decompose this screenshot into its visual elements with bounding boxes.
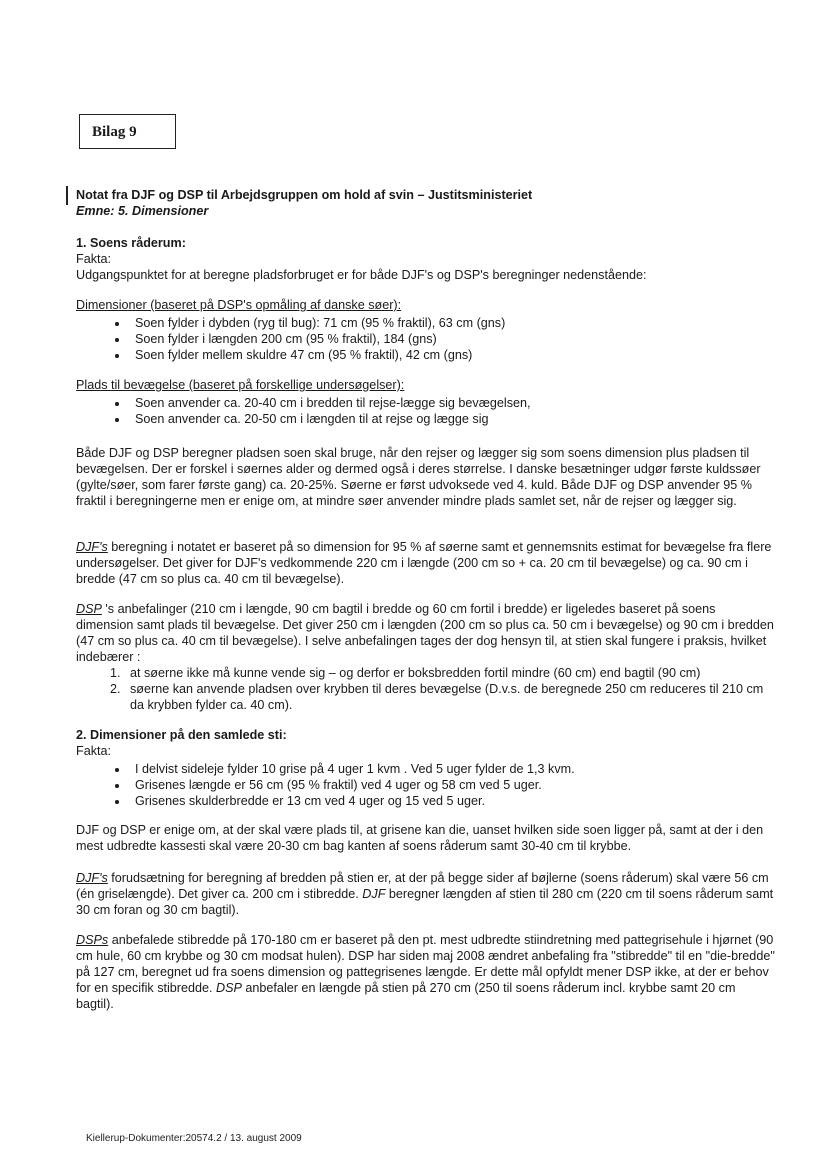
page-footer: Kiellerup-Dokumenter:20574.2 / 13. august 2009 [86, 1133, 302, 1144]
list-item: • I delvist sideleje fylder 10 grise på 4 uger 1 kvm . Ved 5 uger fylder de 1,3 kvm. [129, 761, 776, 777]
intro-text: Udgangspunktet for at beregne pladsforbruget er for både DJF's og DSP's beregninger nedenstående: [76, 268, 647, 282]
document-header [76, 187, 776, 219]
paragraph-text: 's anbefalinger (210 cm i længde, 90 cm bagtil i bredde og 60 cm fortil i bredde) er ligeledes baseret på soens dimension samt plads til bevægelse. Det giver 250 cm i længden (200 cm so plus ca. 50 cm i bevægelse) og 90 cm i bredden (47 cm so plus ca. 40 cm til bevægelse). I selve anbefalingen tages der dog hensyn til, at stien skal fungere i praksis, hvilket indebærer : [76, 602, 774, 664]
paragraph: Både DJF og DSP beregner pladsen soen skal bruge, når den rejser og lægger sig som soens dimension plus pladsen til bevægelsen. Der er forskel i søernes alder og dermed også i deres størrelse. I danske besætninger udgør første kuldssøer (gylte/søer, som farer første gang) ca. 20-25%. Søerne er først udvoksede ved 4. kuld. Både DJF og DSP anvender 95 % fraktil i beregningerne men er enige om, at mindre søer anvender mindre plads samlet set, når de rejser og lægger sig. [76, 446, 761, 508]
paragraph-text: anbefaler en længde på stien på 270 cm (250 til soens råderum incl. krybbe samt 20 cm bagtil). [76, 981, 736, 1011]
dimensions-list [76, 315, 776, 363]
margin-bar [66, 186, 68, 205]
dsp-label: DSP [76, 602, 102, 616]
djf-emphasis: DJF [362, 887, 386, 901]
paragraph [76, 870, 776, 918]
dsp-block [76, 601, 776, 713]
list-item: • Soen anvender ca. 20-50 cm i længden til at rejse og lægge sig [129, 411, 776, 427]
section-2-heading: 2. Dimensioner på den samlede sti: [76, 728, 287, 742]
djf-label: DJF's [76, 871, 108, 885]
paragraph-text: anbefalede stibredde på 170-180 cm er baseret på den pt. mest udbredte stiindretning med pattegrisehule i hjørnet (90 cm hule, 60 cm krybbe og 30 cm modsat hulen). DSP har siden maj 2008 ændret anbefaling fra "stibredde" til en "die-bredde" på 127 cm, beregnet ud fra soens dimension og pattegrisenes længde. Er dette mål opfyldt mener DSP ikke, at der er behov for en specifik stibredde. [76, 933, 775, 995]
numbered-list [76, 665, 776, 713]
paragraph-text: forudsætning for beregning af bredden på stien er, at der på begge sider af bøjlerne (soens råderum) skal være 56 cm (én griselængde). Det giver ca. 200 cm i stibredde. [76, 871, 769, 901]
list-item: • Grisenes længde er 56 cm (95 % fraktil) ved 4 uger og 58 cm ved 5 uger. [129, 777, 776, 793]
dimensions-heading: Dimensioner (baseret på DSP's opmåling af danske søer): [76, 298, 402, 312]
bilag-label: Bilag 9 [79, 114, 176, 149]
paragraph [76, 932, 776, 1012]
dsp-label: DSPs [76, 933, 109, 947]
section-2 [76, 727, 776, 809]
paragraph [76, 601, 776, 665]
document-subject: Emne: 5. Dimensioner [76, 204, 209, 218]
list-item: • Soen fylder mellem skuldre 47 cm (95 % fraktil), 42 cm (gns) [129, 347, 776, 363]
fakta-label: Fakta: [76, 252, 111, 266]
paragraph-text: beregning i notatet er baseret på so dimension for 95 % af søerne samt et gennemsnits estimat for bevægelse fra flere undersøgelser. Det giver for DJF's vedkommende 220 cm i længde (200 cm so + ca. 20 cm til bevægelse) og ca. 90 cm i bredde (47 cm so plus ca. 40 cm til bevægelse). [76, 540, 772, 586]
paragraph [76, 539, 776, 587]
section-1 [76, 235, 776, 283]
section-1-heading: 1. Soens råderum: [76, 236, 186, 250]
paragraph-text: beregner længden af stien til 280 cm (220 cm til soens råderum samt 30 cm foran og 30 cm bagtil). [76, 887, 774, 917]
list-item: • Soen fylder i længden 200 cm (95 % fraktil), 184 (gns) [129, 331, 776, 347]
document-title: Notat fra DJF og DSP til Arbejdsgruppen om hold af svin – Justitsministeriet [76, 188, 533, 202]
facts-list [76, 761, 776, 809]
fakta-label: Fakta: [76, 744, 111, 758]
djf-label: DJF's [76, 540, 108, 554]
movement-list [76, 395, 776, 427]
movement-block [76, 377, 776, 427]
list-item: • Grisenes skulderbredde er 13 cm ved 4 uger og 15 ved 5 uger. [129, 793, 776, 809]
list-item: 1. at søerne ikke må kunne vende sig – og derfor er boksbredden fortil mindre (60 cm) end bagtil (90 cm) [124, 665, 776, 681]
movement-heading: Plads til bevægelse (baseret på forskellige undersøgelser): [76, 378, 405, 392]
paragraph: DJF og DSP er enige om, at der skal være plads til, at grisene kan die, uanset hvilken side soen ligger på, samt at der i den mest udbredte kassesti skal være 20-30 cm bag kanten af soens råderum samt 30-40 cm til krybbe. [76, 823, 764, 853]
list-item: • Soen fylder i dybden (ryg til bug): 71 cm (95 % fraktil), 63 cm (gns) [129, 315, 776, 331]
list-item: • Soen anvender ca. 20-40 cm i bredden til rejse-lægge sig bevægelsen, [129, 395, 776, 411]
list-item: 2. søerne kan anvende pladsen over krybben til deres bevægelse (D.v.s. de beregnede 250 cm reduceres til 210 cm da krybben fylder ca. 40 cm). [124, 681, 776, 713]
dimensions-block [76, 297, 776, 363]
dsp-emphasis: DSP [216, 981, 242, 995]
